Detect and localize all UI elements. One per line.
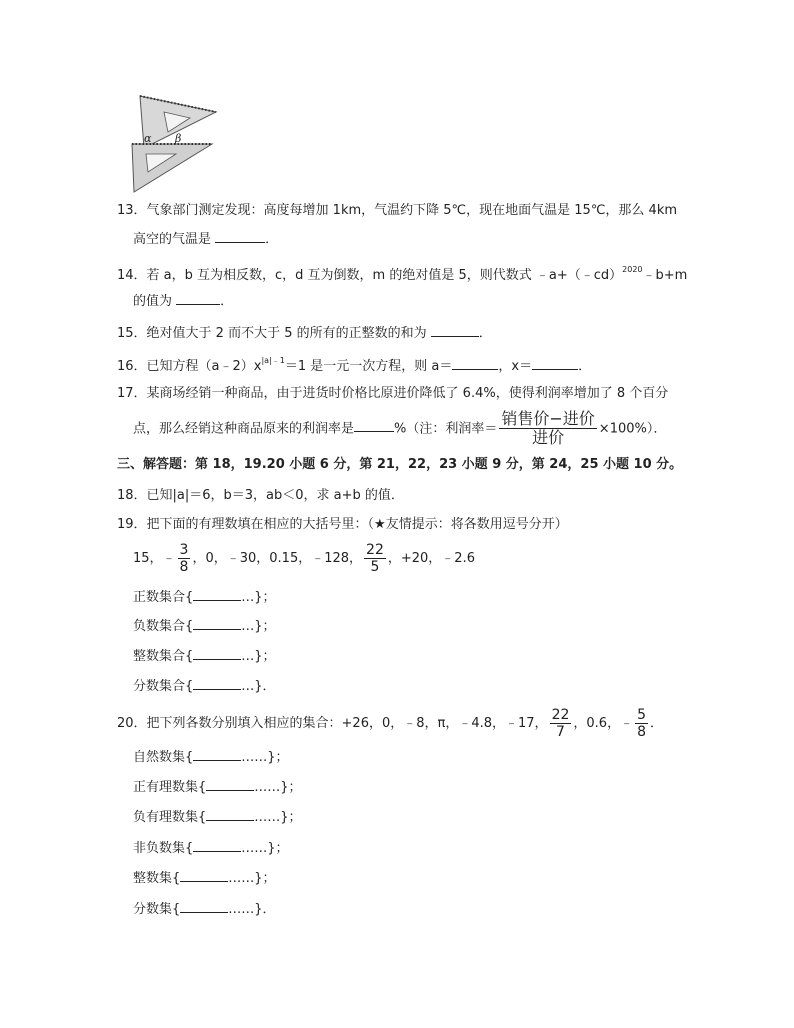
q14-text-end: ﹣b+m	[642, 268, 688, 283]
set-answer-blank[interactable]	[180, 912, 228, 913]
question-13-line-2	[133, 233, 278, 246]
section-3-text: 三、解答题：第 18，19.20 小题 6 分，第 21，22，23 小题 9 分，第 24，25 小题 10 分。	[117, 457, 683, 472]
q19-nums-start: 15，﹣	[133, 551, 176, 567]
q13-answer-blank[interactable]	[215, 242, 265, 243]
fraction-denominator: 进价	[532, 428, 565, 448]
set-tail: …}；	[241, 590, 276, 605]
fraction-denominator: 7	[556, 724, 565, 741]
q15-text: 15．绝对值大于 2 而不大于 5 的所有的正整数的和为	[117, 326, 431, 341]
question-19-title	[117, 518, 568, 531]
set-label: 正数集合{	[133, 590, 194, 605]
q19-text: 19．把下面的有理数填在相应的大括号里：（★友情提示：将各数用逗号分开）	[117, 517, 568, 532]
q15-answer-blank[interactable]	[431, 336, 479, 337]
question-13-line-1	[117, 204, 677, 217]
fraction-numerator: 22	[366, 542, 384, 558]
q19-set-integer	[133, 650, 276, 663]
q19-number-list	[133, 542, 475, 575]
set-answer-blank[interactable]	[193, 851, 241, 852]
set-label: 分数集{	[133, 902, 181, 917]
question-16	[117, 357, 591, 373]
set-label: 整数集{	[133, 871, 181, 886]
q14-prompt: 的值为	[133, 294, 177, 309]
q20-set-non-negative	[133, 842, 289, 855]
q20-set-positive-rational	[133, 781, 302, 794]
q14-text: 14．若 a，b 互为相反数，c，d 互为倒数，m 的绝对值是 5，则代数式 ﹣a+（﹣cd）	[117, 268, 623, 283]
q16-text-mid: ＝1 是一元一次方程，则 a＝	[284, 359, 453, 374]
q13-prompt: 高空的气温是	[133, 232, 216, 247]
q20-fraction-5-8	[635, 707, 648, 740]
set-answer-blank[interactable]	[193, 689, 241, 690]
q14-answer-blank[interactable]	[176, 304, 220, 305]
beta-label: β	[175, 132, 182, 145]
q17-prompt: 点，那么经销这种商品原来的利润率是	[133, 421, 355, 437]
q19-fraction-22-5	[364, 542, 386, 575]
question-18	[117, 489, 404, 502]
fraction-denominator: 8	[179, 559, 189, 576]
q16-text: 16．已知方程（a﹣2）x	[117, 359, 262, 374]
set-label: 整数集合{	[133, 649, 194, 664]
q17-answer-blank[interactable]	[354, 431, 394, 432]
q19-nums-end: ，+20，﹣2.6	[387, 551, 475, 567]
fraction-numerator: 5	[637, 707, 646, 723]
q20-set-integer	[133, 872, 276, 885]
section-3-title	[117, 458, 682, 471]
set-answer-blank[interactable]	[180, 881, 228, 882]
q15-end: ．	[478, 326, 492, 341]
q16-x-label: ，x＝	[498, 359, 533, 374]
q20-set-natural	[133, 751, 289, 764]
set-tail: ……}；	[241, 750, 289, 765]
set-tail: …}．	[241, 679, 276, 694]
set-label: 负数集合{	[133, 619, 194, 634]
alpha-label: α	[144, 132, 152, 145]
set-label: 非负数集{	[133, 841, 194, 856]
q16-a-blank[interactable]	[452, 369, 498, 370]
set-answer-blank[interactable]	[193, 760, 241, 761]
q16-x-blank[interactable]	[532, 369, 578, 370]
q18-text: 18．已知|a|＝6，b＝3，ab＜0，求 a+b 的值．	[117, 488, 404, 503]
q17-text: 17．某商场经销一种商品，由于进货时价格比原进价降低了 6.4%，使得利润率增加了 8 个百分	[117, 386, 669, 401]
q20-text: 20．把下列各数分别填入相应的集合：+26，0，﹣8，π，﹣4.8，﹣17，	[117, 716, 548, 732]
set-tail: ……}；	[254, 780, 302, 795]
set-tail: ……}；	[228, 871, 276, 886]
set-label: 分数集合{	[133, 679, 194, 694]
fraction-denominator: 5	[370, 559, 380, 576]
q17-end: ×100%）．	[598, 421, 667, 437]
q19-set-fraction	[133, 680, 276, 693]
q19-set-negative	[133, 620, 276, 633]
question-20-title	[117, 707, 663, 740]
set-label: 负有理数集{	[133, 810, 207, 825]
q14-end: ．	[220, 294, 234, 309]
set-label: 自然数集{	[133, 750, 194, 765]
set-tail: …}；	[241, 619, 276, 634]
q13-text: 13．气象部门测定发现：高度每增加 1km，气温约下降 5℃，现在地面气温是 15℃，那么 4km	[117, 203, 678, 218]
q16-exponent: |a|﹣1	[261, 356, 285, 365]
set-answer-blank[interactable]	[206, 790, 254, 791]
q20-set-fraction	[133, 903, 276, 916]
set-tail: ……}；	[254, 810, 302, 825]
set-tail: ……}．	[228, 902, 276, 917]
q16-end: ．	[578, 359, 592, 374]
profit-rate-fraction	[499, 410, 596, 448]
fraction-numerator: 3	[179, 542, 189, 558]
set-answer-blank[interactable]	[193, 600, 241, 601]
question-17-line-1	[117, 387, 668, 400]
question-17-line-2	[133, 410, 666, 448]
set-answer-blank[interactable]	[193, 629, 241, 630]
q19-set-positive	[133, 591, 276, 604]
q13-end: ．	[265, 232, 279, 247]
q20-end: ．	[650, 716, 664, 732]
fraction-numerator: 22	[551, 707, 570, 723]
q20-text-mid: ，0.6，﹣	[573, 716, 634, 732]
set-square-figure	[128, 92, 220, 194]
set-tail: ……}；	[241, 841, 289, 856]
set-tail: …}；	[241, 649, 276, 664]
question-15	[117, 327, 492, 340]
question-14-line-1	[117, 266, 687, 282]
fraction-denominator: 8	[637, 724, 646, 741]
set-answer-blank[interactable]	[193, 659, 241, 660]
fraction-numerator: 销售价−进价	[501, 409, 595, 428]
set-answer-blank[interactable]	[206, 820, 254, 821]
q20-set-negative-rational	[133, 811, 302, 824]
q17-note: %（注：利润率＝	[394, 421, 498, 437]
q14-exponent: 2020	[622, 265, 643, 274]
question-14-line-2	[133, 295, 233, 308]
set-label: 正有理数集{	[133, 780, 207, 795]
lower-set-square	[132, 144, 212, 192]
q20-fraction-22-7	[550, 707, 572, 740]
q19-nums-mid: ，0，﹣30，0.15，﹣128，	[192, 551, 363, 567]
q19-fraction-3-8	[178, 542, 191, 575]
